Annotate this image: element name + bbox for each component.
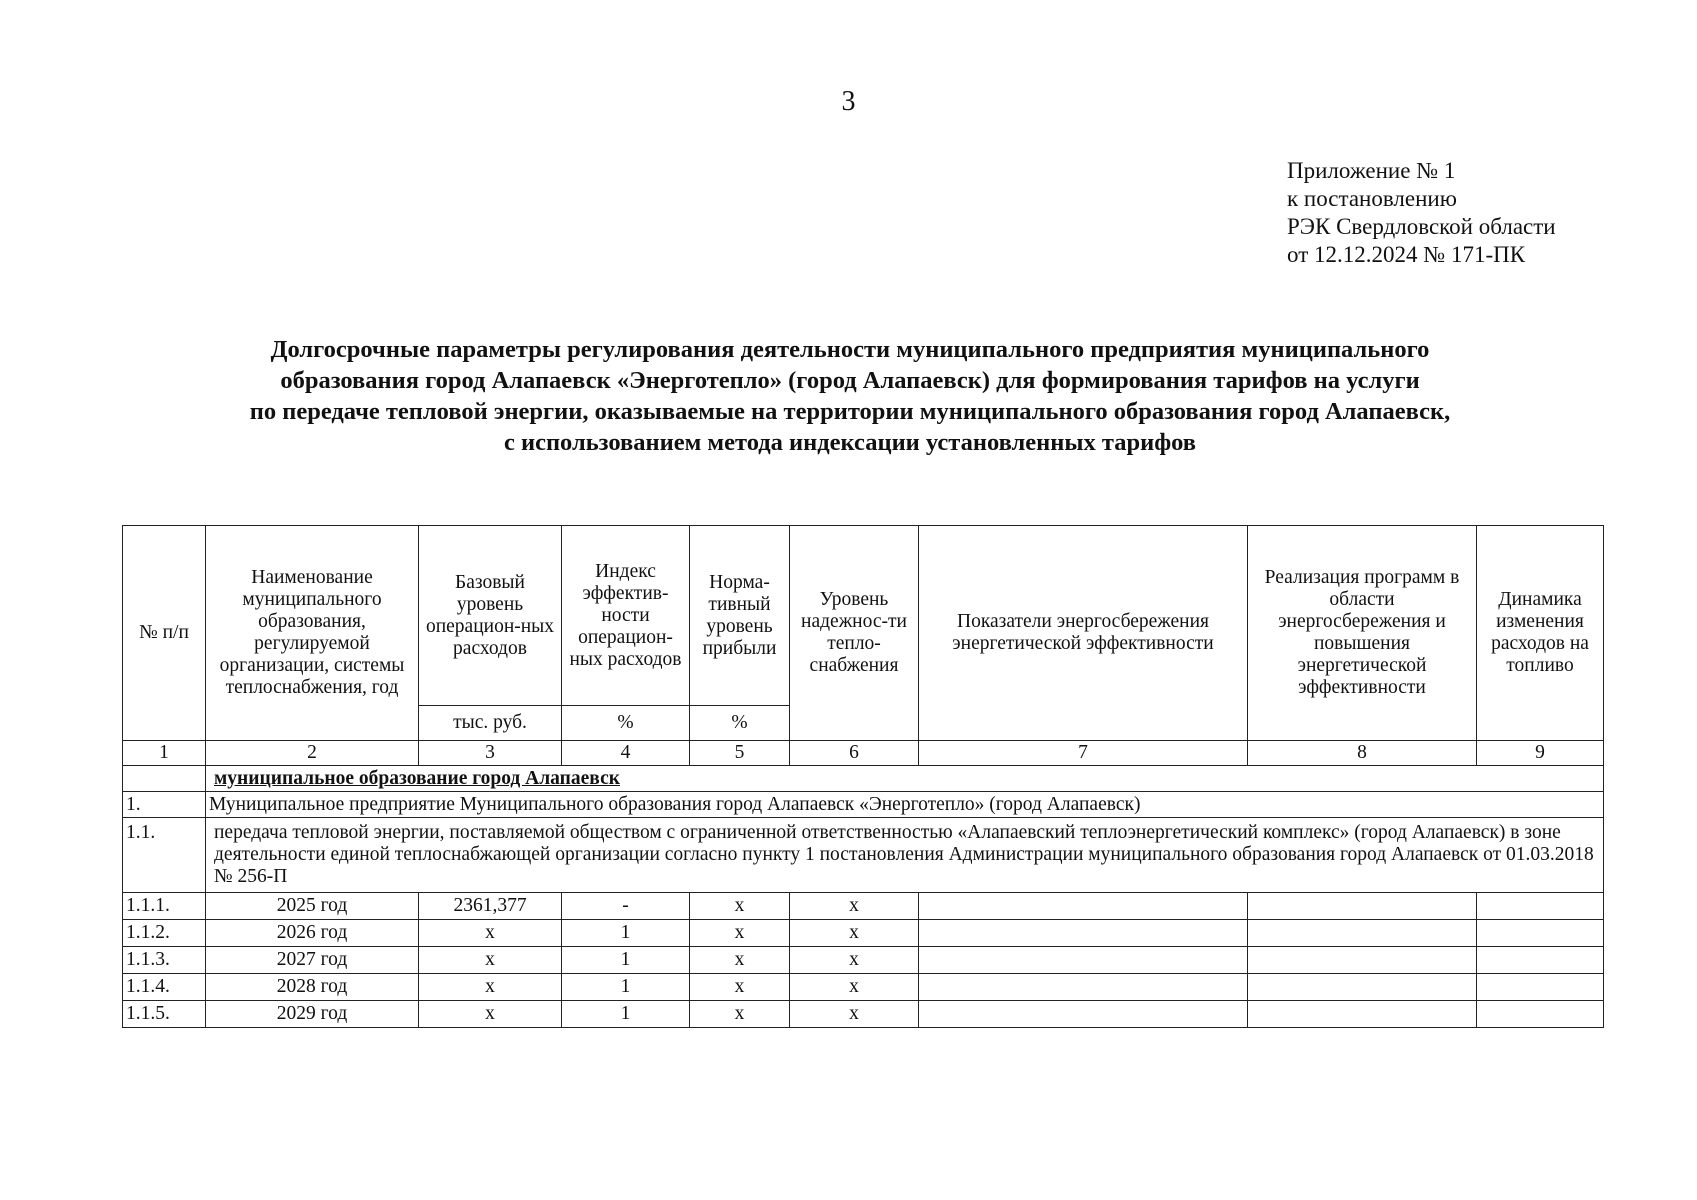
section-title: муниципальное образование город Алапаевск bbox=[206, 766, 1604, 792]
row-year: 2028 год bbox=[206, 974, 419, 1001]
row-reliability: х bbox=[790, 947, 919, 974]
system-description: передача тепловой энергии, поставляемой обществом с ограниченной ответственностью «Алапаевский теплоэнергетический комплекс» (город Алапаевск) в зоне деятельности единой теплоснабжающей организации согласно пункту 1 постановления Администрации муниципального образования город Алапаевск от 01.03.2018 № 256-П bbox=[206, 818, 1604, 893]
row-fuel-dynamics bbox=[1477, 893, 1604, 920]
row-profit-level: х bbox=[690, 920, 790, 947]
header-name: Наименование муниципального образования, регулируемой организации, системы теплоснабжения, год bbox=[206, 526, 419, 741]
row-efficiency-index: 1 bbox=[562, 947, 690, 974]
row-fuel-dynamics bbox=[1477, 947, 1604, 974]
appendix-line: Приложение № 1 bbox=[1287, 158, 1456, 183]
system-row bbox=[123, 818, 1604, 893]
document-title bbox=[100, 334, 1600, 458]
parameters-table bbox=[122, 525, 1604, 1028]
row-energy-saving bbox=[919, 947, 1248, 974]
row-number: 1.1.3. bbox=[123, 947, 206, 974]
column-numbers-row bbox=[123, 741, 1604, 766]
title-line: Долгосрочные параметры регулирования деятельности муниципального предприятия муниципального bbox=[270, 336, 1430, 363]
row-efficiency-index: 1 bbox=[562, 974, 690, 1001]
row-programs bbox=[1248, 920, 1477, 947]
appendix-line: от 12.12.2024 № 171-ПК bbox=[1287, 242, 1526, 267]
unit-profit-level: % bbox=[690, 706, 790, 741]
header-programs: Реализация программ в области энергосбережения и повышения энергетической эффективности bbox=[1248, 526, 1477, 741]
header-fuel-dynamics: Динамика изменения расходов на топливо bbox=[1477, 526, 1604, 741]
appendix-block bbox=[1287, 157, 1556, 269]
row-reliability: х bbox=[790, 893, 919, 920]
row-efficiency-index: - bbox=[562, 893, 690, 920]
row-profit-level: х bbox=[690, 974, 790, 1001]
row-year: 2025 год bbox=[206, 893, 419, 920]
row-energy-saving bbox=[919, 974, 1248, 1001]
column-number: 1 bbox=[123, 741, 206, 766]
unit-base-expenses: тыс. руб. bbox=[419, 706, 562, 741]
table-row bbox=[123, 974, 1604, 1001]
table-header-row bbox=[123, 526, 1604, 706]
row-energy-saving bbox=[919, 1001, 1248, 1028]
table-row bbox=[123, 1001, 1604, 1028]
appendix-line: РЭК Свердловской области bbox=[1287, 214, 1556, 239]
row-year: 2026 год bbox=[206, 920, 419, 947]
title-line: по передаче тепловой энергии, оказываемые на территории муниципального образования город Алапаевск, bbox=[249, 398, 1451, 425]
header-base-expenses: Базовый уровень операцион-ных расходов bbox=[419, 526, 562, 706]
column-number: 2 bbox=[206, 741, 419, 766]
table-row bbox=[123, 920, 1604, 947]
row-programs bbox=[1248, 947, 1477, 974]
row-fuel-dynamics bbox=[1477, 920, 1604, 947]
row-profit-level: х bbox=[690, 893, 790, 920]
table-row bbox=[123, 947, 1604, 974]
unit-efficiency-index: % bbox=[562, 706, 690, 741]
column-number: 9 bbox=[1477, 741, 1604, 766]
row-number: 1.1. bbox=[123, 818, 206, 893]
row-reliability: х bbox=[790, 974, 919, 1001]
row-fuel-dynamics bbox=[1477, 1001, 1604, 1028]
row-base-expenses: х bbox=[419, 947, 562, 974]
row-base-expenses: х bbox=[419, 1001, 562, 1028]
row-profit-level: х bbox=[690, 947, 790, 974]
row-number: 1.1.2. bbox=[123, 920, 206, 947]
table-row bbox=[123, 893, 1604, 920]
column-number: 3 bbox=[419, 741, 562, 766]
row-efficiency-index: 1 bbox=[562, 920, 690, 947]
header-efficiency-index: Индекс эффектив-ности операцион-ных расходов bbox=[562, 526, 690, 706]
row-number: 1. bbox=[123, 792, 206, 818]
header-number: № п/п bbox=[123, 526, 206, 741]
header-profit-level: Норма-тивный уровень прибыли bbox=[690, 526, 790, 706]
row-number: 1.1.5. bbox=[123, 1001, 206, 1028]
column-number: 5 bbox=[690, 741, 790, 766]
organization-row bbox=[123, 792, 1604, 818]
column-number: 8 bbox=[1248, 741, 1477, 766]
section-row bbox=[123, 766, 1604, 792]
row-energy-saving bbox=[919, 920, 1248, 947]
column-number: 6 bbox=[790, 741, 919, 766]
row-reliability: х bbox=[790, 920, 919, 947]
row-programs bbox=[1248, 1001, 1477, 1028]
row-programs bbox=[1248, 893, 1477, 920]
title-line: образования город Алапаевск «Энерготепло» (город Алапаевск) для формирования тарифов на услуги bbox=[280, 367, 1420, 394]
column-number: 4 bbox=[562, 741, 690, 766]
organization-name: Муниципальное предприятие Муниципального образования город Алапаевск «Энерготепло» (город Алапаевск) bbox=[206, 792, 1604, 818]
title-line: с использованием метода индексации установленных тарифов bbox=[503, 429, 1197, 456]
row-energy-saving bbox=[919, 893, 1248, 920]
row-year: 2027 год bbox=[206, 947, 419, 974]
row-fuel-dynamics bbox=[1477, 974, 1604, 1001]
row-base-expenses: х bbox=[419, 920, 562, 947]
row-efficiency-index: 1 bbox=[562, 1001, 690, 1028]
header-energy-saving: Показатели энергосбережения энергетической эффективности bbox=[919, 526, 1248, 741]
row-number: 1.1.1. bbox=[123, 893, 206, 920]
row-reliability: х bbox=[790, 1001, 919, 1028]
appendix-line: к постановлению bbox=[1287, 186, 1457, 211]
row-year: 2029 год bbox=[206, 1001, 419, 1028]
row-profit-level: х bbox=[690, 1001, 790, 1028]
header-reliability: Уровень надежнос-ти тепло-снабжения bbox=[790, 526, 919, 741]
row-number: 1.1.4. bbox=[123, 974, 206, 1001]
column-number: 7 bbox=[919, 741, 1248, 766]
page-number: 3 bbox=[841, 86, 856, 117]
row-base-expenses: х bbox=[419, 974, 562, 1001]
row-programs bbox=[1248, 974, 1477, 1001]
row-base-expenses: 2361,377 bbox=[419, 893, 562, 920]
